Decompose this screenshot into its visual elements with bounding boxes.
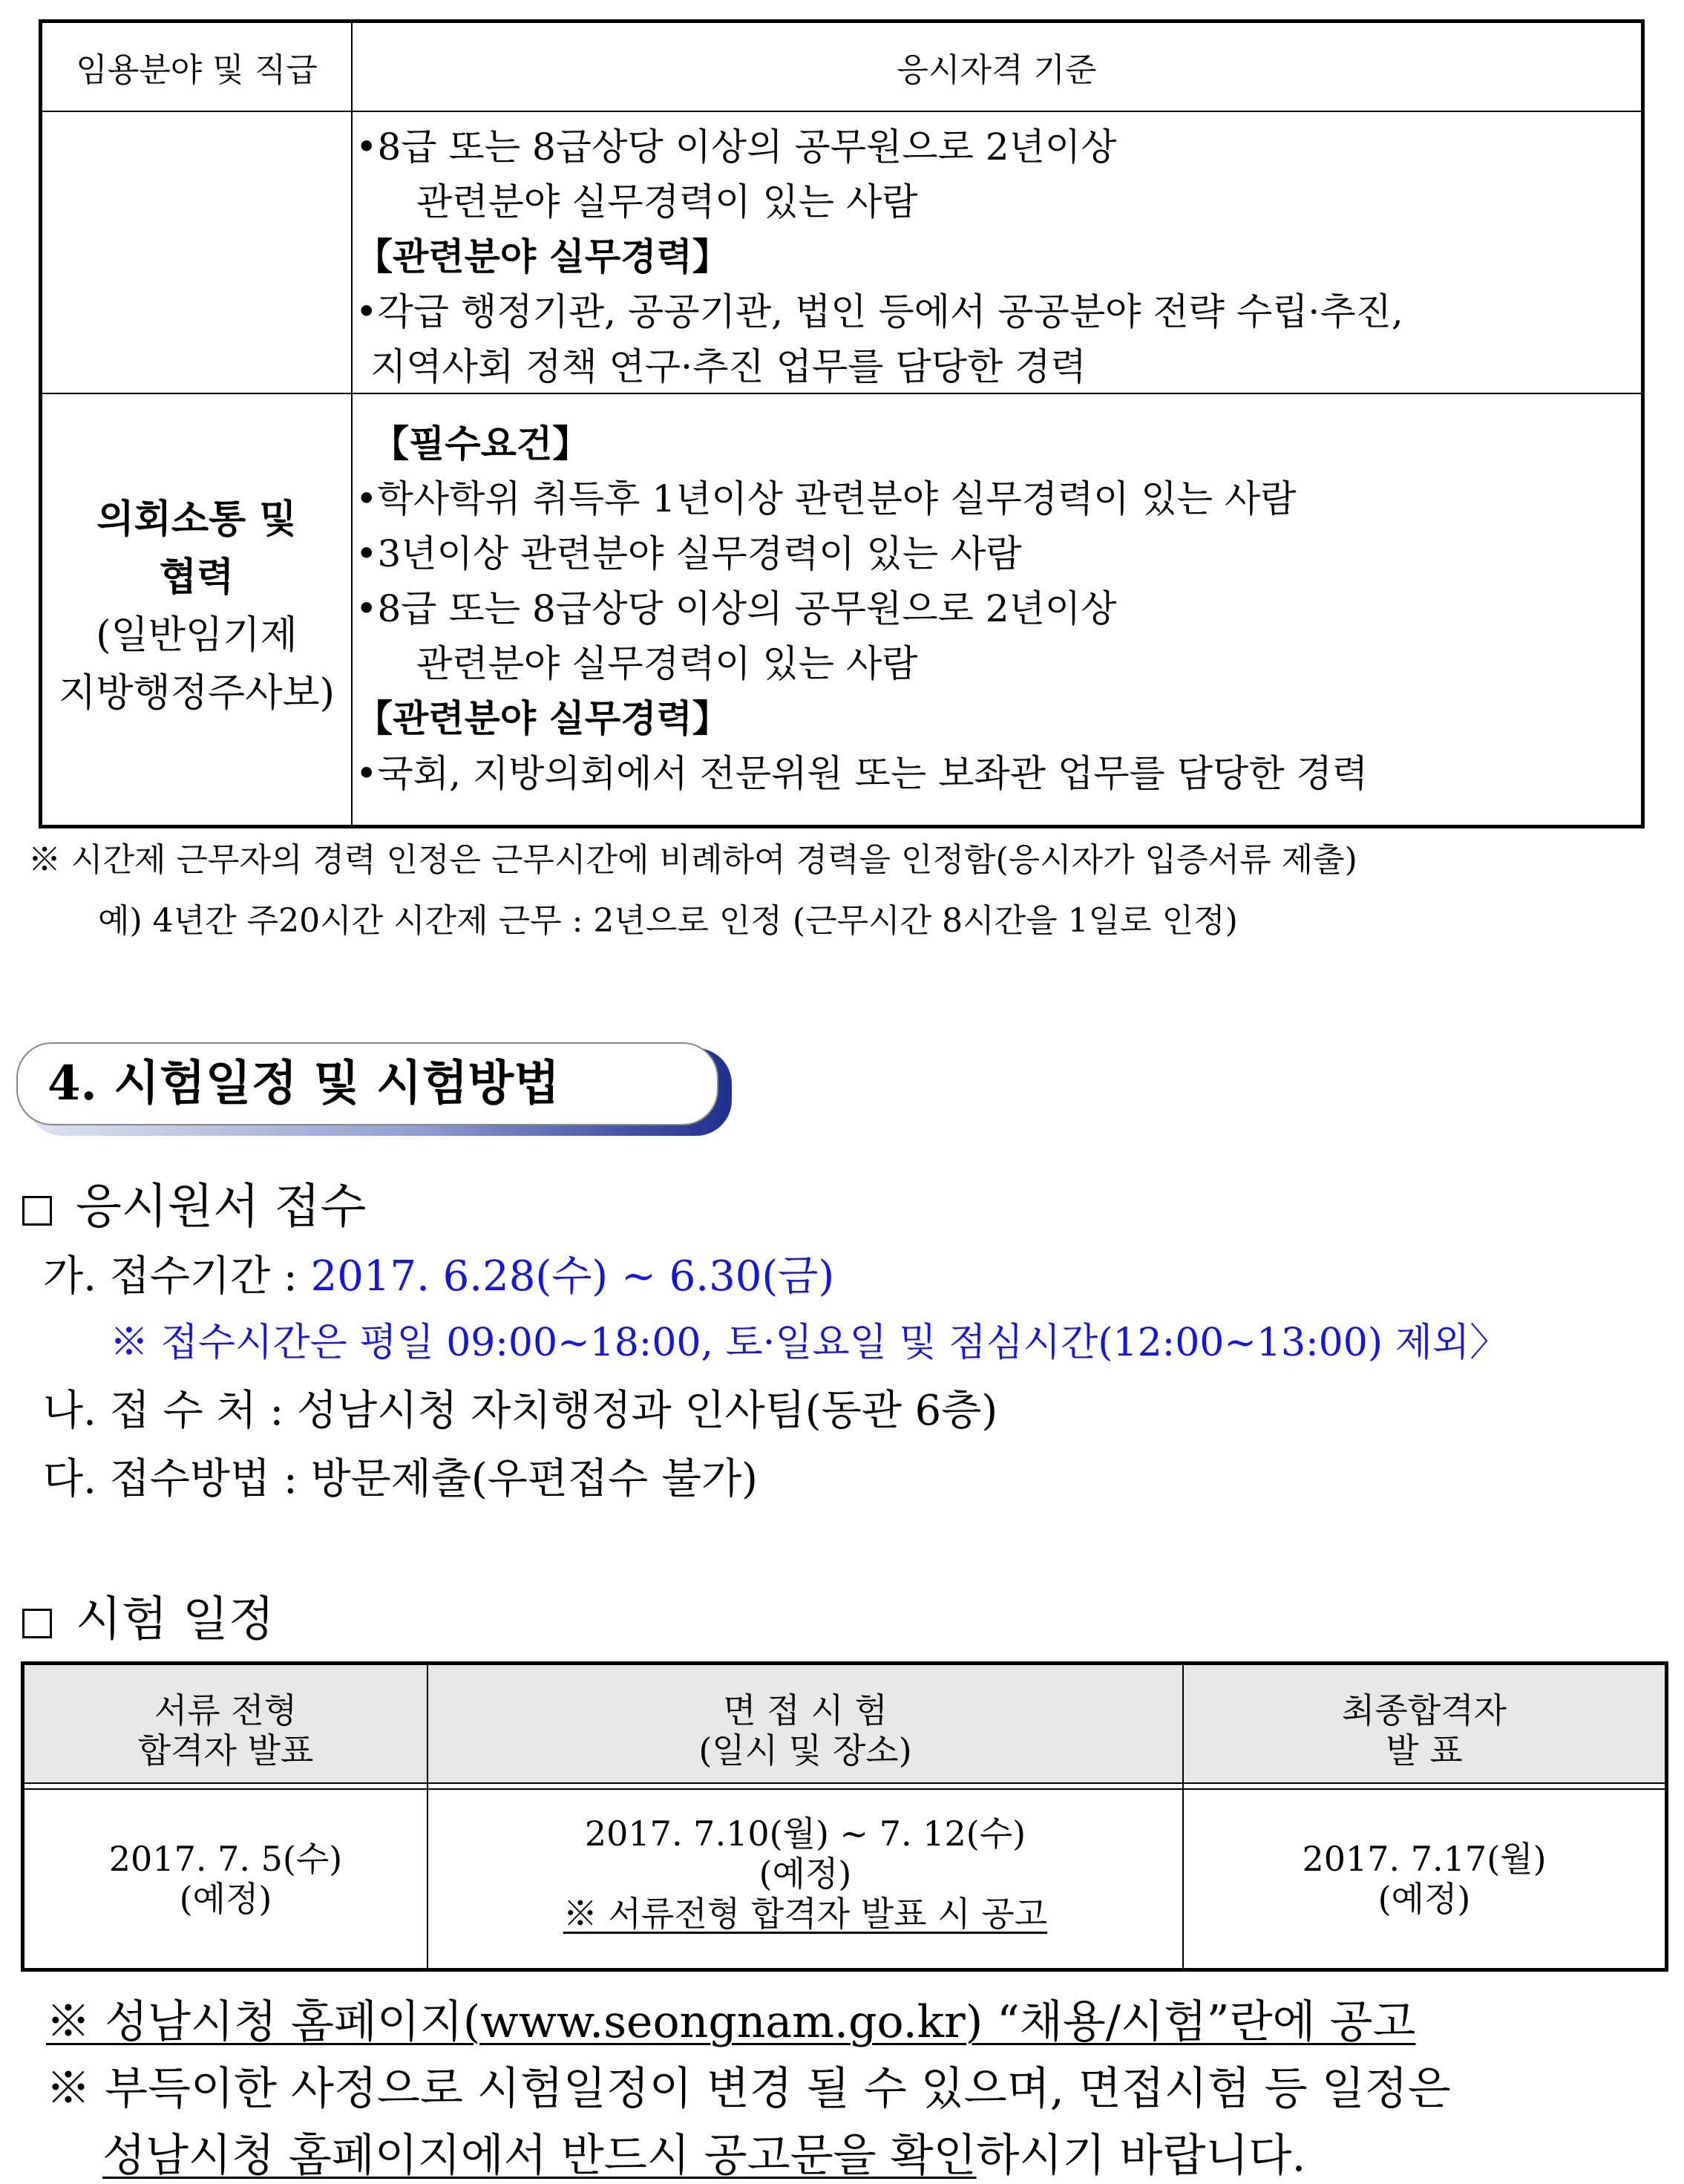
row1-criteria — [356, 120, 1403, 394]
row2-criteria — [356, 416, 1368, 801]
cell-line: 2017. 7.17(월) — [1302, 1839, 1547, 1879]
criteria-line: •8급 또는 8급상당 이상의 공무원으로 2년이상 — [356, 125, 1117, 169]
confirm-rest: 하시기 바랍니다. — [976, 2130, 1306, 2182]
position-grade: (일반임기제 — [96, 613, 298, 658]
position-name: 의회소통 및 — [96, 497, 297, 542]
square-bullet-icon — [22, 1196, 52, 1226]
header-line: 발 표 — [1386, 1730, 1463, 1771]
cell-line: ※ 서류전형 합격자 발표 시 공고 — [563, 1894, 1048, 1934]
footer-note-confirm — [102, 2120, 1305, 2184]
row2-position — [42, 491, 351, 722]
header-field: 임용분야 및 직급 — [76, 51, 318, 89]
criteria-subheading: 【필수요건】 — [372, 422, 590, 465]
note-line: ※ 시간제 근무자의 경력 인정은 근무시간에 비례하여 경력을 인정함(응시자가 입증서류 제출) — [28, 841, 1357, 879]
qualification-table — [39, 19, 1645, 828]
period-label: 가. 접수기간 : — [43, 1252, 311, 1301]
schedule-cell-final — [1184, 1839, 1665, 1919]
criteria-subheading: 【관련분야 실무경력】 — [356, 235, 730, 278]
confirm-underlined: 성남시청 홈페이지에서 반드시 공고문을 확인 — [102, 2130, 977, 2182]
application-method: 다. 접수방법 : 방문제출(우편접수 불가) — [43, 1455, 759, 1503]
application-heading-text: 응시원서 접수 — [76, 1180, 367, 1235]
cell-line: 2017. 7.10(월) ~ 7. 12(수) — [584, 1814, 1026, 1854]
schedule-heading-text: 시험 일정 — [76, 1592, 275, 1647]
header-line: (일시 및 장소) — [698, 1730, 912, 1771]
schedule-header-documents — [24, 1690, 427, 1771]
criteria-line: 관련분야 실무경력이 있는 사람 — [416, 180, 918, 223]
footer-note-homepage: ※ 성남시청 홈페이지(www.seongnam.go.kr) “채용/시험”란에 공고 — [46, 1996, 1416, 2048]
criteria-line: •8급 또는 8급상당 이상의 공무원으로 2년이상 — [356, 587, 1117, 630]
square-bullet-icon — [22, 1609, 52, 1638]
header-line: 서류 전형 — [154, 1690, 298, 1730]
header-line: 합격자 발표 — [137, 1730, 314, 1771]
cell-line: (예정) — [1377, 1879, 1471, 1919]
header-line: 최종합격자 — [1341, 1690, 1507, 1730]
application-period — [43, 1243, 834, 1303]
criteria-line: •각급 행정기관, 공공기관, 법인 등에서 공공분야 전략 수립·추진, — [356, 290, 1403, 333]
note-example: 예) 4년간 주20시간 시간제 근무 : 2년으로 인정 (근무시간 8시간을 1일로 인정) — [98, 902, 1238, 940]
schedule-header-interview — [428, 1690, 1182, 1771]
period-value: 2017. 6.28(수) ~ 6.30(금) — [310, 1252, 835, 1301]
application-heading — [22, 1168, 366, 1237]
schedule-table — [21, 1661, 1668, 1972]
schedule-cell-documents — [24, 1839, 427, 1919]
section-title: 4. 시험일정 및 시험방법 — [47, 1056, 560, 1111]
cell-line: (예정) — [179, 1879, 272, 1919]
cell-line: 2017. 7. 5(수) — [108, 1839, 343, 1879]
criteria-line: 관련분야 실무경력이 있는 사람 — [416, 642, 918, 685]
schedule-heading — [22, 1581, 275, 1650]
header-criteria: 응시자격 기준 — [897, 51, 1097, 89]
cell-line: (예정) — [759, 1854, 852, 1894]
application-place: 나. 접 수 처 : 성남시청 자치행정과 인사팀(동관 6층) — [43, 1387, 998, 1435]
schedule-cell-interview — [428, 1814, 1182, 1934]
footer-note-change: ※ 부득이한 사정으로 시험일정이 변경 될 수 있으며, 면접시험 등 일정은 — [46, 2063, 1451, 2115]
position-name: 협력 — [159, 555, 235, 600]
position-grade: 지방행정주사보) — [59, 671, 335, 716]
criteria-line: 지역사회 정책 연구·추진 업무를 담당한 경력 — [370, 345, 1087, 388]
period-note: ※ 접수시간은 평일 09:00~18:00, 토·일요일 및 점심시간(12:00~13:00) 제외〉 — [110, 1321, 1509, 1365]
criteria-subheading: 【관련분야 실무경력】 — [356, 696, 730, 740]
criteria-line: •학사학위 취득후 1년이상 관련분야 실무경력이 있는 사람 — [356, 477, 1297, 520]
header-line: 면 접 시 험 — [723, 1690, 888, 1730]
criteria-line: •3년이상 관련분야 실무경력이 있는 사람 — [356, 532, 1022, 575]
schedule-header-final — [1184, 1690, 1665, 1771]
criteria-line: •국회, 지방의회에서 전문위원 또는 보좌관 업무를 담당한 경력 — [356, 752, 1369, 795]
